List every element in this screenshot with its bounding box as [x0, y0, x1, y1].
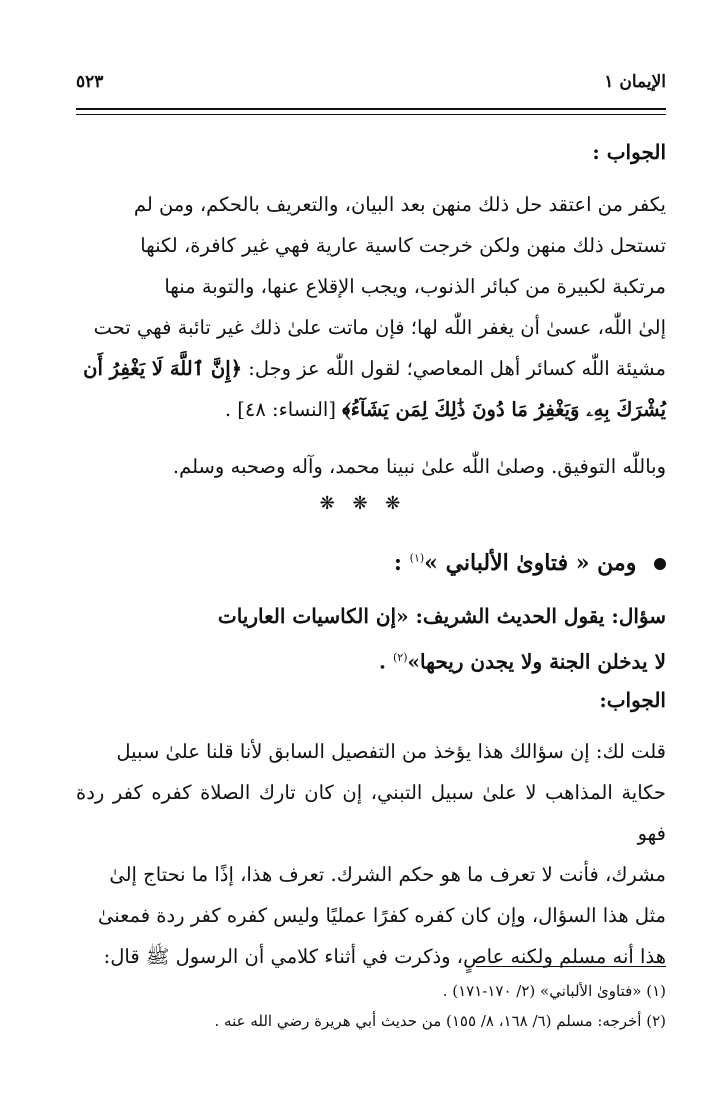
page-number: ٥٢٣	[76, 72, 104, 92]
question-line: لا يدخلن الجنة ولا يجدن ريحها»$^{(٢)}$ .	[379, 649, 666, 674]
answer-line: حكاية المذاهب لا علىٰ سبيل التبني، إن كان تارك الصلاة كفره كفر ردة فهو	[76, 781, 666, 845]
running-head: الإيمان ١	[604, 72, 666, 92]
footnote-1: (١) «فتاوىٰ الألباني» (٢/ ١٧٠-١٧١) .	[442, 982, 666, 1000]
answer-line: مثل هذا السؤال، وإن كان كفره كفرًا عمليًا وليس كفره كفر ردة فمعنىٰ	[97, 904, 666, 927]
quran-reference: [النساء: ٤٨] .	[224, 398, 336, 421]
footnote-2: (٢) أخرجه: مسلم (٦/ ١٦٨، ٨/ ١٥٥) من حديث أبي هريرة رضي الله عنه .	[214, 1012, 666, 1030]
answer-line	[76, 389, 666, 430]
quran-verse-start: ﴿إِنَّ ٱللَّهَ لَا يَغْفِرُ أَن	[83, 357, 243, 380]
answer-line: إلىٰ اللّٰه، عسىٰ أن يغفر اللّٰه لها؛ فإن ماتت علىٰ ذلك غير تائبة فهي تحت	[93, 316, 666, 339]
section-separator: ❋ ❋ ❋	[319, 493, 407, 514]
answer-line: مرتكبة لكبيرة من كبائر الذنوب، ويجب الإقلاع عنها، والتوبة منها	[164, 275, 666, 298]
fatawa-heading: ومن « فتاوىٰ الألباني »$^{(١)}$ :	[76, 550, 666, 576]
answer-line: يكفر من اعتقد حل ذلك منهن بعد البيان، والتعريف بالحكم، ومن لم	[133, 193, 666, 216]
answer-line: تستحل ذلك منهن ولكن خرجت كاسية عارية فهي غير كافرة، لكنها	[140, 234, 666, 257]
page-header	[76, 72, 666, 102]
question-block	[76, 595, 666, 683]
footnote-marker: (١)	[409, 551, 425, 565]
answer-paragraph-2	[76, 731, 666, 977]
answer-heading-1: الجواب :	[592, 140, 666, 164]
footnote-rule	[476, 966, 666, 967]
answer-heading-2: الجواب:	[599, 688, 666, 712]
footnotes	[76, 976, 666, 1036]
header-rule	[76, 108, 666, 115]
bullet-icon	[654, 558, 666, 570]
closing-line: وباللّٰه التوفيق. وصلىٰ اللّٰه علىٰ نبينا محمد، وآله وصحبه وسلم.	[172, 455, 666, 478]
answer-line: مشيئة اللّٰه كسائر أهل المعاصي؛ لقول اللّٰه عز وجل: ﴿إِنَّ ٱللَّهَ لَا يَغْفِرُ أَن	[83, 357, 666, 380]
answer-line: مشرك، فأنت لا تعرف ما هو حكم الشرك. تعرف هذا، إذًا ما نحتاج إلىٰ	[109, 863, 666, 886]
answer-line: قلت لك: إن سؤالك هذا يؤخذ من التفصيل السابق لأنا قلنا علىٰ سبيل	[116, 740, 666, 763]
quran-verse-end: يُشْرَكَ بِهِۦ وَيَغْفِرُ مَا دُونَ ذَٰلِكَ لِمَن يَشَآءُ﴾	[342, 398, 666, 421]
answer-paragraph-1	[76, 184, 666, 430]
question-line: سؤال: يقول الحديث الشريف: «إن الكاسيات العاريات	[217, 604, 666, 628]
answer-line: هذا أنه مسلم ولكنه عاصٍ، وذكرت في أثناء كلامي أن الرسول ﷺ قال:	[103, 945, 666, 968]
footnote-marker: (٢)	[392, 651, 408, 664]
